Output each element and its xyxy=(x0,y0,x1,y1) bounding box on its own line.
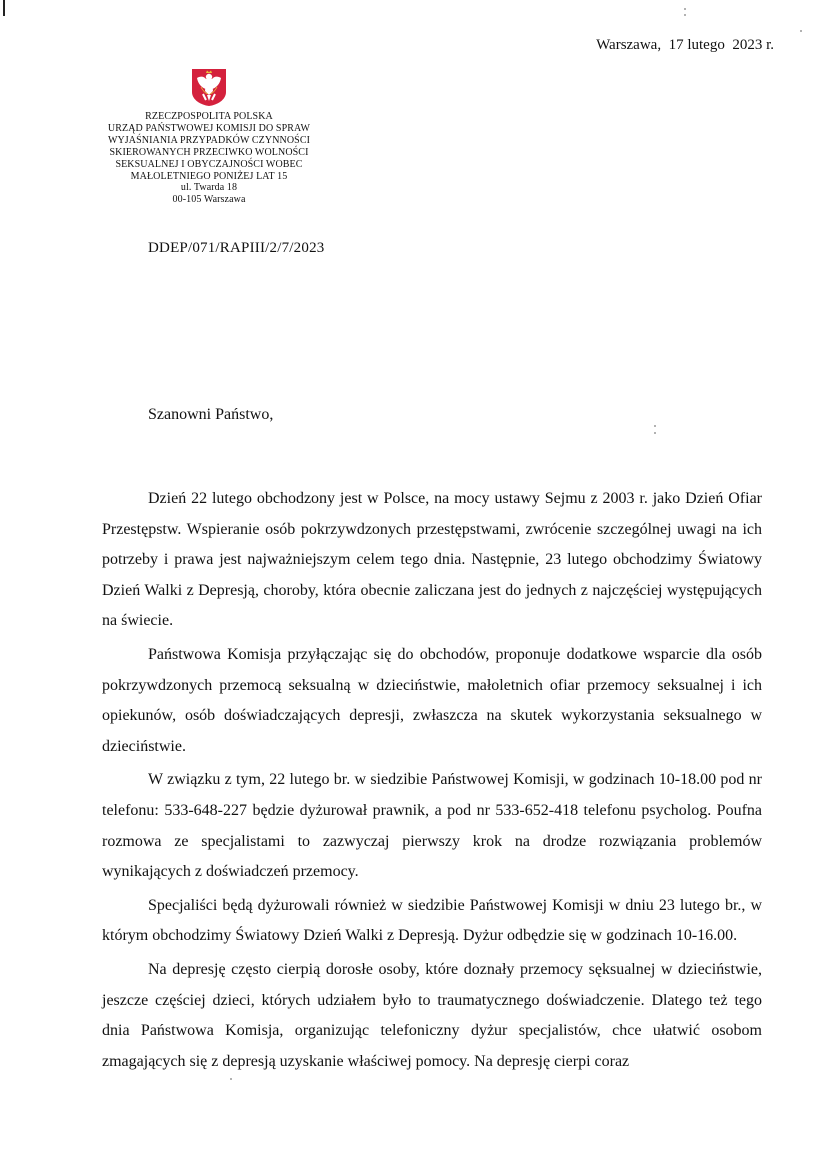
office-header-line: SKIEROWANYCH PRZECIWKO WOLNOŚCI xyxy=(109,146,309,158)
office-header-line: RZECZPOSPOLITA POLSKA xyxy=(145,111,273,122)
reference-number: DDEP/071/RAPIII/2/7/2023 xyxy=(148,240,325,256)
body-paragraph: W związku z tym, 22 lutego br. w siedzibie Państwowej Komisji, w godzinach 10-18.00 pod nr telefonu: 533-648-227 będzie dyżurował prawnik, a pod nr 533-652-418 telefonu psycholog. Poufna rozmowa ze specjalistami to zazwyczaj pierwszy krok na drodze rozwiązania problemów wynikających z doświadczeń przemocy. xyxy=(102,771,762,881)
salutation: Szanowni Państwo, xyxy=(148,406,274,423)
office-address-street: ul. Twarda 18 xyxy=(180,182,238,194)
scan-speck xyxy=(684,8,686,10)
office-header-line: URZĄD PAŃSTWOWEJ KOMISJI DO SPRAW xyxy=(107,122,311,134)
office-header-line: WYJAŚNIANIA PRZYPADKÓW CZYNNOŚCI xyxy=(107,134,311,146)
body-paragraph: Dzień 22 lutego obchodzony jest w Polsce, na mocy ustawy Sejmu z 2003 r. jako Dzień Ofiar Przestępstw. Wspieranie osób pokrzywdzonych przestępstwami, zwrócenie szczególnej uwagi na ich potrzeby i prawa jest najważniejszym celem tego dnia. Następnie, 23 lutego obchodzimy Światowy Dzień Walki z Depresją, choroby, która obecnie zaliczana jest do jednych z najczęściej występujących na świecie. xyxy=(102,490,762,630)
body-paragraph: Państwowa Komisja przyłączając się do obchodów, proponuje dodatkowe wsparcie dla osób pokrzywdzonych przemocą seksualną w dzieciństwie, małoletnich ofiar przemocy seksualnej i ich opiekunów, osób doświadczających depresji, zwłaszcza na skutek wykorzystania seksualnego w dzieciństwie. xyxy=(102,645,762,755)
letter-date: Warszawa, 17 lutego 2023 r. xyxy=(596,37,774,53)
body-paragraph: Na depresję często cierpią dorosłe osoby, które doznały przemocy sęksualnej w dzieciństwie, jeszcze częściej dzieci, których udziałem było to traumatycznego doświadczenie. Dlatego też tego dnia Państwowa Komisja, organizując telefoniczny dyżur specjalistów, chce ułatwić osobom zmagających się z depresją uzyskanie właściwej pomocy. Na depresję cierpi coraz xyxy=(102,960,762,1070)
scan-speck xyxy=(654,425,656,427)
polish-white-eagle-emblem-icon xyxy=(189,67,229,107)
office-header-line: SEKSUALNEJ I OBYCZAJNOŚCI WOBEC xyxy=(115,158,303,170)
issuing-office-header xyxy=(74,111,344,206)
letter-body xyxy=(102,484,762,1080)
body-paragraph: Specjaliści będą dyżurowali również w siedzibie Państwowej Komisji w dniu 23 lutego br., w którym obchodzimy Światowy Dzień Walki z Depresją. Dyżur odbędzie się w godzinach 10-16.00. xyxy=(102,896,762,945)
scan-speck xyxy=(800,30,802,32)
scan-edge-mark xyxy=(3,0,5,16)
scan-speck xyxy=(684,14,686,16)
office-address-city: 00-105 Warszawa xyxy=(172,194,246,206)
scan-speck xyxy=(654,432,656,434)
office-header-line: MAŁOLETNIEGO PONIŻEJ LAT 15 xyxy=(130,170,288,182)
